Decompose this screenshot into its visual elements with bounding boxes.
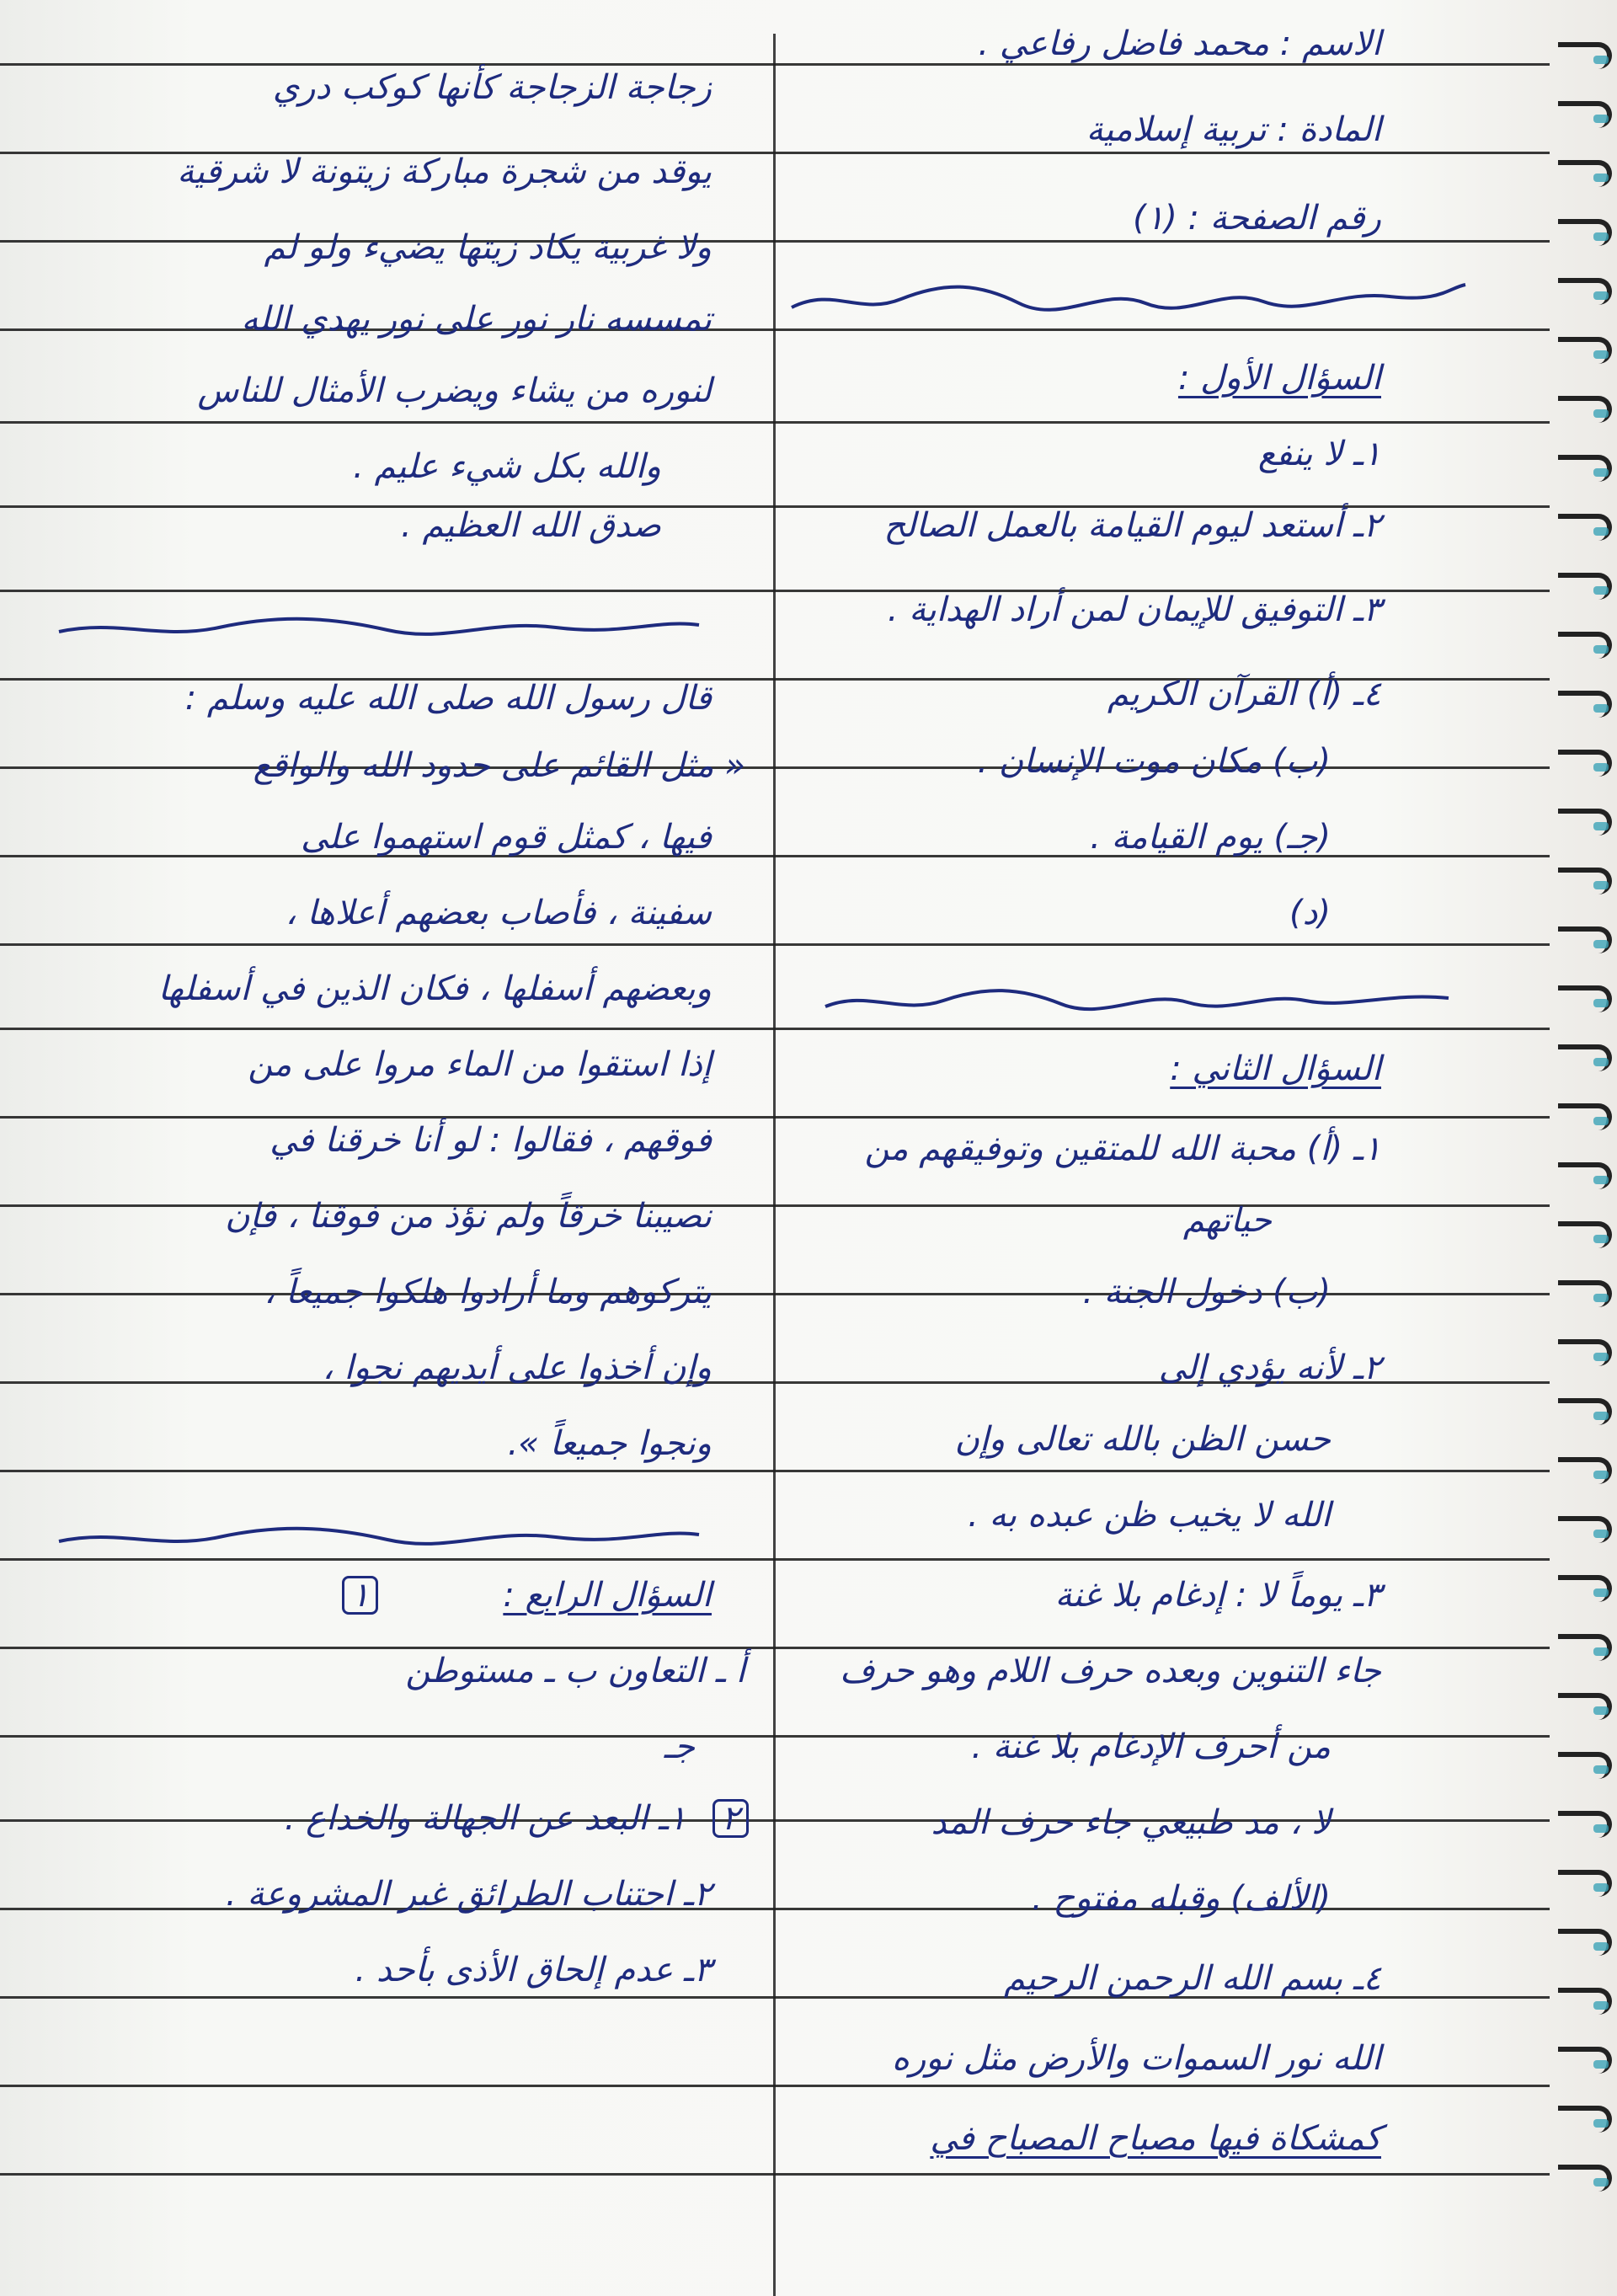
q2-item-3b: لا ، مد طبيعي جاء حرف المد	[931, 1803, 1331, 1842]
q1-item-4d: (د)	[1289, 894, 1331, 932]
page-number: رقم الصفحة : (١)	[1133, 199, 1381, 238]
q4-part1-c: جـ	[664, 1727, 695, 1766]
q2-item-2-end: الله لا يخيب ظن عبده به .	[968, 1496, 1331, 1535]
right-column	[783, 0, 1524, 2296]
q2-item-4: ٤ـ بسم الله الرحمن الرحيم	[1004, 1959, 1381, 1998]
q4-part1-answers: أ ـ التعاون ب ـ مستوطن	[405, 1652, 745, 1690]
divider-squiggle-3	[51, 606, 707, 649]
q4-part2-item-3: ٣ـ عدم إلحاق الأذى بأحد .	[355, 1951, 712, 1989]
hadith-line-10: ونجوا جميعاً ».	[507, 1424, 712, 1463]
verse-line-1: زجاجة الزجاجة كأنها كوكب دري	[272, 68, 712, 107]
q1-item-3: ٣ـ التوفيق للإيمان لمن أراد الهداية .	[887, 590, 1381, 629]
hadith-line-5: إذا استقوا من الماء مروا على من	[248, 1045, 712, 1084]
q4-part2-item-2: ٢ـ اجتناب الطرائق غير المشروعة .	[226, 1875, 712, 1914]
spiral-binding	[1550, 0, 1617, 2296]
hadith-line-7: نصيبنا خرقاً ولم نؤذ من فوقنا ، فإن	[225, 1197, 712, 1236]
q2-item-4-verse: الله نور السموات والأرض مثل نوره	[892, 2039, 1381, 2078]
q1-item-4a: ٤ـ (أ) القرآن الكريم	[1107, 675, 1381, 713]
subject: المادة : تربية إسلامية	[1086, 110, 1381, 149]
hadith-line-3: سفينة ، فأصاب بعضهم أعلاها ،	[285, 894, 712, 932]
student-name: الاسم : محمد فاضل رفاعي .	[978, 24, 1381, 63]
q4-part2-label	[707, 1798, 754, 1839]
q1-item-4c: (جـ) يوم القيامة .	[1090, 818, 1331, 857]
hadith-intro: قال رسول الله صلى الله عليه وسلم :	[184, 679, 712, 718]
q4-part2-item-1: ١ـ البعد عن الجهالة والخداع .	[284, 1799, 686, 1838]
verse-closing: صدق الله العظيم .	[401, 506, 661, 545]
q2-item-1a-cont: حياتهم	[1182, 1201, 1272, 1240]
hadith-line-1: « مثل القائم على حدود الله والواقع	[253, 746, 745, 785]
q2-item-2-cont: حسن الظن بالله تعالى وإن	[954, 1420, 1331, 1459]
q2-item-3: ٣ـ يوماً لا : إدغام بلا غنة	[1054, 1576, 1381, 1615]
q4-part1-label	[337, 1575, 383, 1615]
q4-title: السؤال الرابع :	[503, 1576, 712, 1615]
left-column	[0, 0, 762, 2296]
verse-line-4: تمسسه نار نور على نور يهدي الله	[241, 300, 712, 339]
q1-title: السؤال الأول :	[1177, 359, 1381, 398]
hadith-line-9: وإن أخذوا على أيديهم نجوا ،	[322, 1348, 712, 1387]
verse-line-3: ولا غربية يكاد زيتها يضيء ولو لم	[264, 228, 712, 267]
hadith-line-6: فوقهم ، فقالوا : لو أنا خرقنا في	[270, 1121, 712, 1160]
q2-item-2: ٢ـ لأنه يؤدي إلى	[1158, 1348, 1381, 1387]
divider-squiggle-2	[817, 977, 1457, 1019]
q2-item-1a: ١ـ (أ) محبة الله للمتقين وتوفيقهم من	[864, 1129, 1381, 1168]
q1-item-1: ١ـ لا ينفع	[1257, 435, 1381, 473]
divider-squiggle-4	[51, 1516, 707, 1558]
q2-item-3b-cont: (الألف) وقبله مفتوح .	[1032, 1879, 1331, 1918]
divider-squiggle	[783, 270, 1474, 320]
q2-item-1b: (ب) دخول الجنة .	[1082, 1273, 1331, 1311]
q2-item-3-cont: جاء التنوين وبعده حرف اللام وهو حرف	[840, 1652, 1381, 1690]
hadith-line-4: وبعضهم أسفلها ، فكان الذين في أسفلها	[157, 969, 712, 1008]
verse-line-2: يوقد من شجرة مباركة زيتونة لا شرقية	[177, 152, 712, 191]
q2-item-3-end: من أحرف الإدغام بلا غنة .	[971, 1727, 1331, 1766]
verse-line-5: لنوره من يشاء ويضرب الأمثال للناس	[197, 371, 712, 410]
hadith-line-8: يتركوهم وما أرادوا هلكوا جميعاً ،	[264, 1273, 712, 1311]
hadith-line-2: فيها ، كمثل قوم استهموا على	[301, 818, 712, 857]
q4-part2-box: ٢	[712, 1799, 749, 1838]
verse-line-6: والله بكل شيء عليم .	[353, 447, 661, 486]
q2-title: السؤال الثاني :	[1170, 1049, 1381, 1088]
q4-part1-box: ١	[342, 1576, 378, 1615]
center-margin-line	[773, 34, 776, 2296]
q1-item-2: ٢ـ أستعد ليوم القيامة بالعمل الصالح	[883, 506, 1381, 545]
q2-item-4-verse-cont: كمشكاة فيها مصباح المصباح في	[930, 2119, 1381, 2158]
q1-item-4b: (ب) مكان موت الإنسان .	[977, 742, 1331, 781]
